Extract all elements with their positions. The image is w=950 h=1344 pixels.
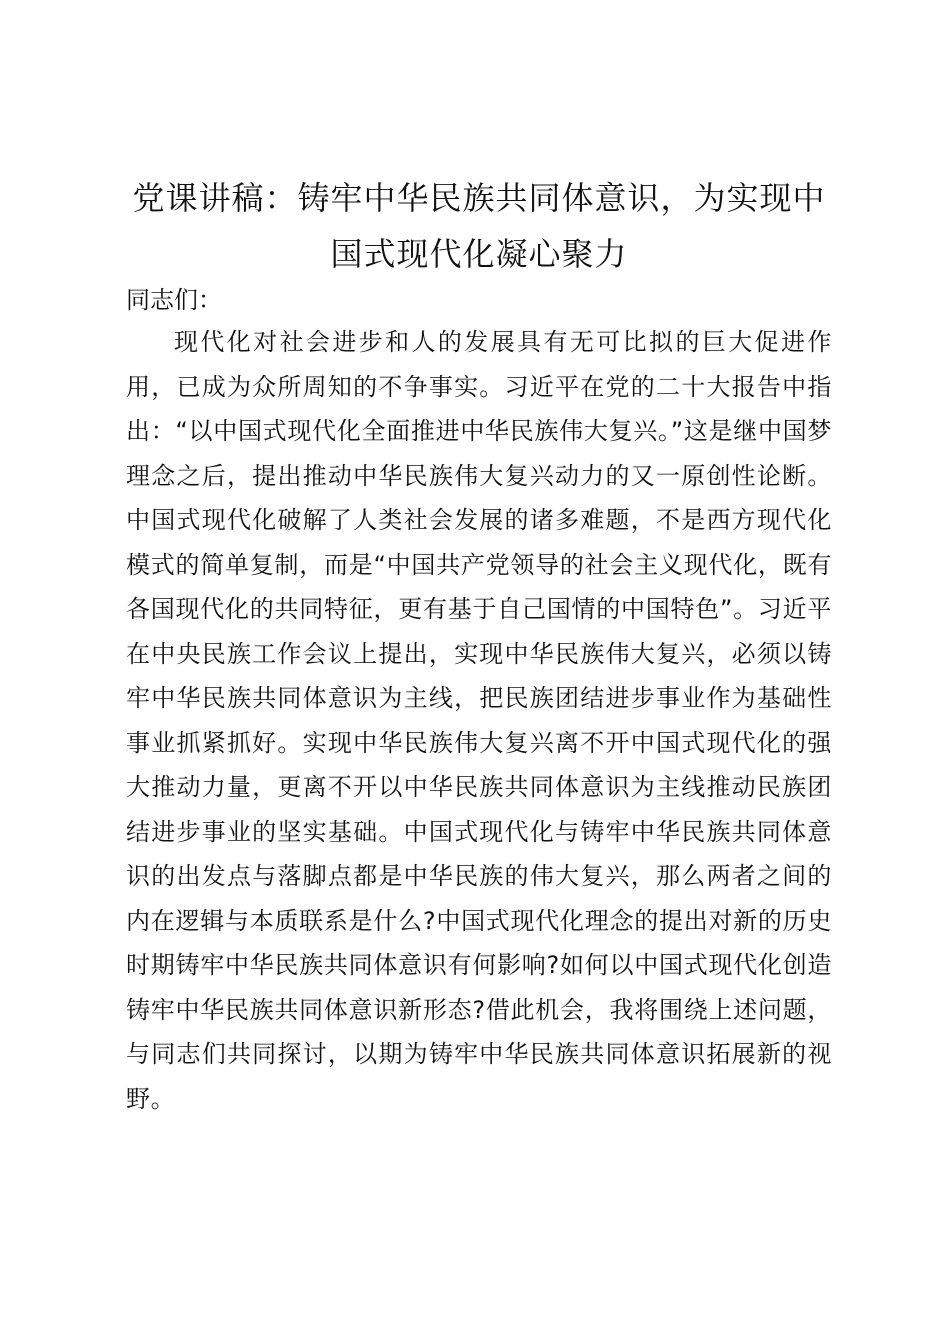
body-paragraph: 现代化对社会进步和人的发展具有无可比拟的巨大促进作用，已成为众所周知的不争事实。习近平在党的二十大报告中指出：“以中国式现代化全面推进中华民族伟大复兴。”这是继中国梦理念之后，提出推动中华民族伟大复兴动力的又一原创性论断。中国式现代化破解了人类社会发展的诸多难题，不是西方现代化模式的简单复制，而是“中国共产党领导的社会主义现代化，既有各国现代化的共同特征，更有基于自己国情的中国特色”。习近平在中央民族工作会议上提出，实现中华民族伟大复兴，必须以铸牢中华民族共同体意识为主线，把民族团结进步事业作为基础性事业抓紧抓好。实现中华民族伟大复兴离不开中国式现代化的强大推动力量，更离不开以中华民族共同体意识为主线推动民族团结进步事业的坚实基础。中国式现代化与铸牢中华民族共同体意识的出发点与落脚点都是中华民族的伟大复兴，那么两者之间的内在逻辑与本质联系是什么?中国式现代化理念的提出对新的历史时期铸牢中华民族共同体意识有何影响?如何以中国式现代化创造铸牢中华民族共同体意识新形态?借此机会，我将围绕上述问题，与同志们共同探讨，以期为铸牢中华民族共同体意识拓展新的视野。	[126, 328, 832, 1113]
document-title: 党课讲稿：铸牢中华民族共同体意识，为实现中国式现代化凝心聚力	[132, 179, 826, 273]
salutation: 同志们：	[126, 286, 222, 314]
